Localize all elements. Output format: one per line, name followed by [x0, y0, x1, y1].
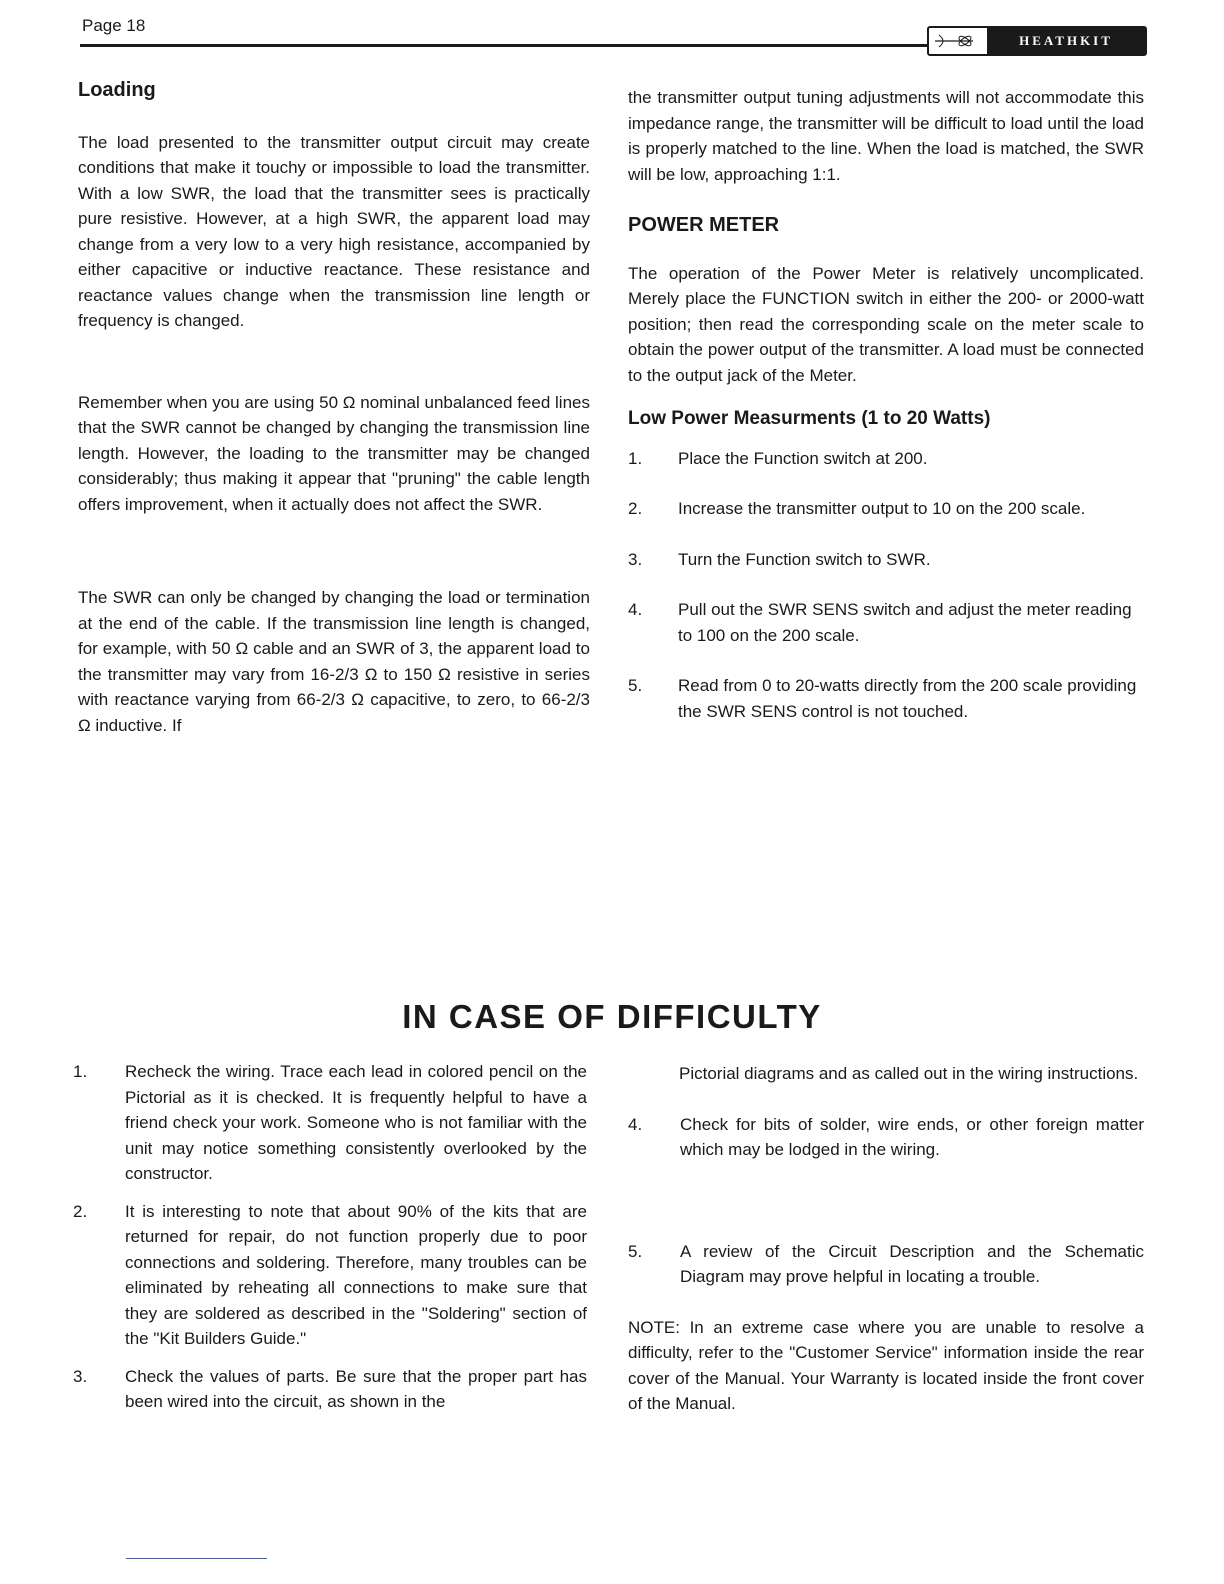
difficulty-heading: IN CASE OF DIFFICULTY — [402, 998, 822, 1035]
low-power-steps — [628, 446, 1144, 725]
list-item — [628, 597, 1144, 648]
step-number: 2. — [73, 1201, 88, 1221]
logo-emblem-icon — [929, 28, 987, 54]
step-number: 2. — [628, 499, 643, 518]
list-item — [628, 1239, 1144, 1290]
list-item — [628, 547, 1144, 573]
loading-heading: Loading — [78, 79, 156, 101]
step-text: Pull out the SWR SENS switch and adjust the meter reading to 100 on the 200 scale. — [678, 600, 1132, 645]
difficulty-steps-left — [73, 1059, 587, 1415]
step-number: 4. — [628, 600, 643, 619]
power-meter-body: The operation of the Power Meter is relatively uncomplicated. Merely place the FUNCTION switch in either the 200- or 2000-watt position; then read the corresponding scale on the meter scale to obtain the power output of the transmitter. A load must be connected to the output jack of the Meter. — [628, 263, 1144, 385]
step-text: A review of the Circuit Description and the Schematic Diagram may prove helpful in locating a trouble. — [680, 1241, 1144, 1286]
loading-paragraph-3-continued: the transmitter output tuning adjustments will not accommodate this impedance range, the transmitter will be difficult to load until the load is properly matched to the line. When the load is matched, the SWR will be low, approaching 1:1. — [628, 88, 1144, 184]
list-item — [628, 1112, 1144, 1163]
step-number: 4. — [628, 1114, 643, 1134]
list-item — [73, 1059, 587, 1187]
step-number: 1. — [628, 448, 643, 468]
power-meter-heading: POWER METER — [628, 214, 780, 236]
step-text: Check for bits of solder, wire ends, or other foreign matter which may be lodged in the wiring. — [680, 1114, 1144, 1159]
step-text: Recheck the wiring. Trace each lead in colored pencil on the Pictorial as it is checked. It is frequently helpful to have a friend check your work. Someone who is not familiar with the unit may notice something consistently overlooked by the constructor. — [125, 1062, 587, 1183]
step-number: 5. — [628, 1241, 643, 1261]
difficulty-right-column — [628, 1061, 1144, 1417]
list-item — [628, 673, 1144, 724]
page-number: Page 18 — [82, 16, 146, 35]
list-item — [628, 496, 1144, 522]
left-column — [78, 78, 590, 738]
step-number: 3. — [628, 549, 643, 569]
step-text: Turn the Function switch to SWR. — [678, 549, 931, 569]
logo-wordmark: HEATHKIT — [987, 28, 1145, 54]
difficulty-note: NOTE: In an extreme case where you are unable to resolve a difficulty, refer to the "Customer Service" information inside the rear cover of the Manual. Your Warranty is located inside the front cover of the Manual. — [628, 1317, 1144, 1413]
step-number: 3. — [73, 1366, 88, 1386]
step-number: 1. — [73, 1062, 88, 1081]
step-text: Increase the transmitter output to 10 on the 200 scale. — [678, 499, 1086, 518]
heathkit-logo — [927, 26, 1147, 56]
header-rule — [80, 44, 930, 47]
list-item — [73, 1364, 587, 1415]
list-item — [628, 446, 1144, 472]
list-item — [73, 1199, 587, 1352]
right-column — [628, 85, 1144, 724]
step-text: Check the values of parts. Be sure that the proper part has been wired into the circuit, as shown in the — [125, 1366, 587, 1411]
step-text: It is interesting to note that about 90% of the kits that are returned for repair, do not function properly due to poor connections and soldering. Therefore, many troubles can be eliminated by reheating all connections to make sure that they are soldered as described in the "Soldering" section of the "Kit Builders Guide." — [125, 1201, 587, 1348]
footer-rule — [126, 1558, 267, 1559]
difficulty-steps-right — [628, 1112, 1144, 1290]
step-text: Place the Function switch at 200. — [678, 448, 928, 468]
step-3-continued: Pictorial diagrams and as called out in the wiring instructions. — [679, 1064, 1139, 1083]
step-number: 5. — [628, 676, 643, 695]
difficulty-left-column — [73, 1059, 587, 1415]
step-text: Read from 0 to 20-watts directly from the 200 scale providing the SWR SENS control is not touched. — [678, 676, 1137, 721]
loading-paragraph-2: Remember when you are using 50 Ω nominal unbalanced feed lines that the SWR cannot be changed by changing the transmission line length. However, the loading to the transmitter may be changed considerably; thus making it appear that "pruning" the cable length offers improvement, when it actually does not affect the SWR. — [78, 392, 590, 514]
loading-paragraph-3: The SWR can only be changed by changing the load or termination at the end of the cable. If the transmission line length is changed, for example, with 50 Ω cable and an SWR of 3, the apparent load to the transmitter may vary from 16-2/3 Ω to 150 Ω resistive in series with reactance varying from 66-2/3 Ω capacitive, to zero, to 66-2/3 Ω inductive. If — [78, 588, 590, 735]
loading-paragraph-1: The load presented to the transmitter output circuit may create conditions that make it touchy or impossible to load the transmitter. With a low SWR, the load that the transmitter sees is practically pure resistive. However, at a high SWR, the apparent load may change from a very low to a very high resistance, accompanied by either capacitive or inductive reactance. These resistance and reactance values change when the transmission line length or frequency is changed. — [78, 132, 590, 330]
low-power-heading: Low Power Measurments (1 to 20 Watts) — [628, 408, 991, 429]
